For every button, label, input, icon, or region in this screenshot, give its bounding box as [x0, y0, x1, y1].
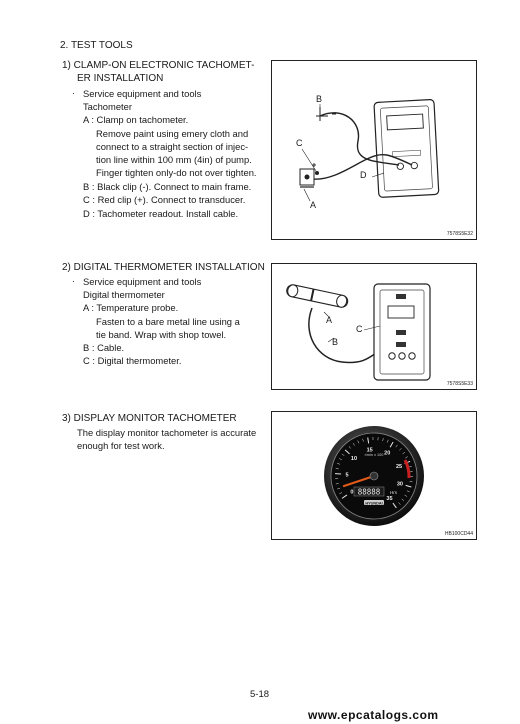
s1-tool-name: Tachometer: [83, 101, 132, 112]
footer-website: www.epcatalogs.com: [308, 708, 439, 722]
gauge-dial-number: 10: [350, 455, 358, 462]
s3-heading: 3) DISPLAY MONITOR TACHOMETER: [62, 413, 237, 424]
s2-item-c: C : Digital thermometer.: [83, 355, 182, 366]
s2-item-a-line1: Fasten to a bare metal line using a: [96, 316, 240, 327]
s1-item-b: B : Black clip (-). Connect to main frame.: [83, 181, 252, 192]
s2-tool-name: Digital thermometer: [83, 289, 165, 300]
s1-heading-line2: ER INSTALLATION: [77, 73, 164, 84]
s1-item-a-line2: connect to a straight section of injec-: [96, 141, 249, 152]
s1-bullet: ·: [72, 87, 76, 98]
clamp-on-tachometer-drawing: [272, 61, 476, 239]
s1-item-a-title: A : Clamp on tachometer.: [83, 114, 189, 125]
s1-figure-code: 7578S5E32: [446, 231, 473, 237]
s1-item-a-line3: tion line within 100 mm (4in) of pump.: [96, 154, 252, 165]
gauge-unit-label: r/min x 100: [364, 453, 384, 457]
gauge-dial-number: 25: [395, 463, 403, 470]
s1-item-a-line4: Finger tighten only-do not over tighten.: [96, 167, 257, 178]
s1-item-d: D : Tachometer readout. Install cable.: [83, 208, 239, 219]
s1-fig-label-a: A: [310, 200, 317, 210]
s2-item-b: B : Cable.: [83, 342, 125, 353]
s1-heading-line1: 1) CLAMP-ON ELECTRONIC TACHOMET-: [62, 60, 255, 71]
s1-fig-label-b: B: [316, 94, 323, 104]
gauge-dial-number: 20: [384, 450, 391, 457]
s2-fig-label-a: A: [326, 315, 333, 325]
odometer-unit: Hrs: [390, 490, 397, 495]
display-monitor-tachometer-figure: [271, 411, 477, 540]
s2-item-a-line2: tie band. Wrap with shop towel.: [96, 329, 227, 340]
s1-fig-label-d: D: [360, 170, 367, 180]
odometer-digits: 88888: [357, 487, 381, 497]
gauge-hub: [370, 472, 378, 480]
s3-line1: The display monitor tachometer is accurate: [77, 427, 257, 438]
gauge-dial-number: 0: [350, 489, 354, 496]
section-title: 2. TEST TOOLS: [60, 40, 133, 51]
gauge-dial-number: 15: [366, 447, 373, 454]
gauge-dial-number: 35: [386, 496, 393, 503]
s2-item-a-title: A : Temperature probe.: [83, 302, 179, 313]
gauge-dial-number: 5: [345, 472, 349, 479]
s3-figure-code: HB100CD44: [444, 531, 473, 537]
page-number: 5-18: [250, 689, 270, 700]
s1-item-c: C : Red clip (+). Connect to transducer.: [83, 194, 246, 205]
s2-fig-label-c: C: [356, 324, 363, 334]
gauge-dial-number: 30: [396, 481, 403, 488]
brand-label: HYUNDAI: [365, 501, 383, 506]
s1-service-label: Service equipment and tools: [83, 88, 202, 99]
tachometer-gauge: [272, 412, 476, 539]
s3-line2: enough for test work.: [77, 440, 165, 451]
s2-fig-label-b: B: [332, 337, 339, 347]
clamp-on-tachometer-figure: [271, 60, 477, 240]
s2-heading: 2) DIGITAL THERMOMETER INSTALLATION: [62, 262, 265, 273]
s2-bullet: ·: [72, 275, 76, 286]
s1-item-a-line1: Remove paint using emery cloth and: [96, 128, 249, 139]
digital-thermometer-drawing: [272, 264, 476, 389]
s2-service-label: Service equipment and tools: [83, 276, 202, 287]
s1-fig-label-c: C: [296, 138, 303, 148]
digital-thermometer-figure: [271, 263, 477, 390]
s2-figure-code: 7578S5E33: [446, 381, 473, 387]
